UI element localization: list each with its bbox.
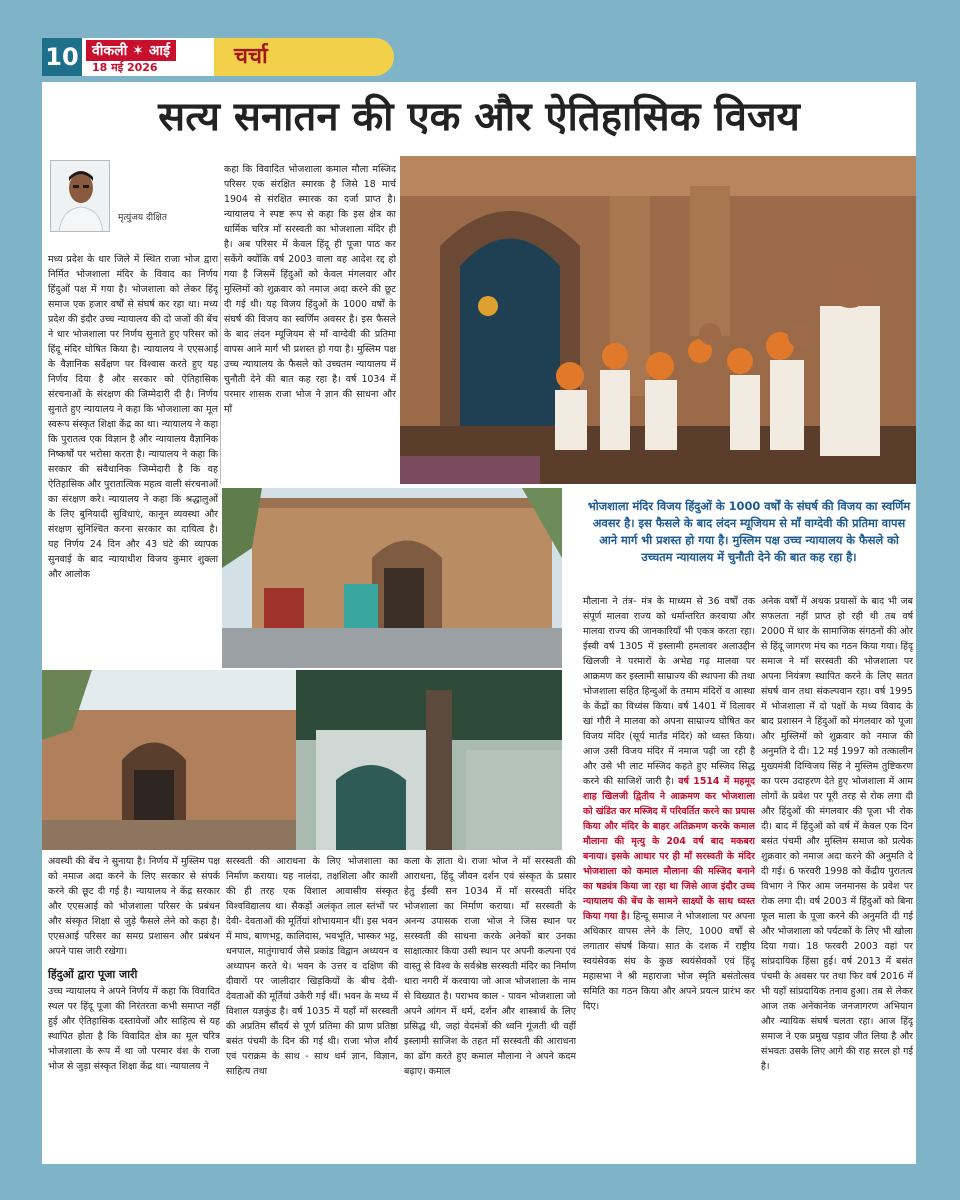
headline: सत्य सनातन की एक और ऐतिहासिक विजय xyxy=(158,93,800,140)
article-column-2 xyxy=(224,162,396,488)
devotees-celebration-photo xyxy=(400,156,916,484)
author-byline: मृत्युंजय दीक्षित xyxy=(118,213,167,223)
article-column-1 xyxy=(48,252,218,672)
photo-caption: भोजशाला मंदिर विजय हिंदुओं के 1000 वर्षों के संघर्ष की विजय का स्वर्णिम अवसर है। इस फैसले के बाद लंदन म्यूजियम से माँ वाग्देवी की प्रतिमा वापस आने मार्ग भी प्रशस्त हो गया है। मुस्लिम पक्ष उच्च न्यायालय के फैसले को उच्चतम न्यायालय में चुनौती देने की बात कह रहा है। xyxy=(587,499,911,564)
article-column-6-text-b: हिन्दू समाज ने भोजशाला पर अपना अधिकार वापस लेने के लिए, 1000 वर्षों से लगातार संघर्ष किया। सात के दशक में राष्ट्रीय स्वयंसेवक संघ के कुछ स्वयंसेवकों एवं हिंदू महासभा ने श्री महाराजा भोज स्मृति बसंतोत्सव समिति का गठन किया और अपने प्रयत्न प्रारंभ कर दिए। xyxy=(583,911,755,1012)
article-column-7-text: अनेक वर्षों में अथक प्रयासों के बाद भी जब सफलता नहीं प्राप्त हो रही थी तब वर्ष 2000 में धार के सामाजिक संगठनों की ओर से हिंदू जागरण मंच का गठन किया गया। हिंदू समाज ने माँ सरस्वती की भोजशाला पर अपना नियंत्रण स्थापित करने के लिए सतत संघर्ष वान तथा संकल्पवान रहा। वर्ष 1995 में भोजशाला में दो पक्षों के मध्य विवाद के बाद प्रशासन ने हिंदुओं को मंगलवार को पूजा और मुस्लिमों को शुक्रवार को नमाज की अनुमति दे दी। 12 मई 1997 को तत्कालीन मुख्यमंत्री दिग्विजय सिंह ने मुस्लिम तुष्टिकरण का परम उदाहरण देते हुए भोजशाला में आम लोगों के प्रवेश पर पूरी तरह से रोक लगा दी और हिंदुओं की मंगलवार की पूजा भी रोक दी। बाद में हिंदुओं को वर्ष में केवल एक दिन बसंत पंचमी और मुस्लिम समाज को प्रत्येक शुक्रवार को नमाज अदा करने की अनुमति दे दी गई। 6 फरवरी 1998 को केंद्रीय पुरातत्व विभाग ने फिर आम जनमानस के प्रवेश पर रोक लगा दी। वर्ष 2003 में हिंदुओं को बिना फूल माला के पूजा करने की अनुमति दी गई और भोजशाला को पर्यटकों के लिए भी खोला दिया गया। 18 फरवरी 2003 वहां पर सांप्रदायिक हिंसा हुई। वर्ष 2013 में बसंत पंचमी के अवसर पर तथा फिर वर्ष 2016 में भी यहाँ सांप्रदायिक तनाव हुआ। तब से लेकर आज तक अनेकानेक जनजागरण अभियान और न्यायिक संघर्ष चलता रहा। आज हिंदू समाज ने एक प्रमुख पड़ाव जीत लिया है और संभवतः उसके लिए आगे की राह सरल हो गई है। xyxy=(761,596,913,1072)
article-column-3b xyxy=(48,984,220,1158)
article-column-2-text: कहा कि विवादित भोजशाला कमाल मौला मस्जिद परिसर एक संरक्षित स्मारक है जिसे 18 मार्च 1904 से संरक्षित स्मारक का दर्जा प्राप्त है। न्यायालय ने स्पष्ट रूप से कहा कि इस क्षेत्र का धार्मिक चरित्र माँ सरस्वती का भोजशाला मंदिर ही है। अब परिसर में केवल हिंदू ही पूजा पाठ कर सकेंगे क्योंकि वर्ष 2003 वाला वह आदेश रद्द हो गया है जिसमें हिंदुओं को केवल मंगलवार और मुस्लिमों को शुक्रवार को नमाज अदा करने की छूट दी गई थी। यह विजय हिंदुओं के 1000 वर्षों के संघर्ष की विजय का स्वर्णिम अवसर है। इस फैसले के बाद लंदन म्यूजियम से माँ वाग्देवी की प्रतिमा वापस आने मार्ग भी प्रशस्त हो गया है। मुस्लिम पक्ष उच्च न्यायालय के फैसले को उच्चतम न्यायालय में चुनौती देने की बात कह रहा है। वर्ष 1034 में परमार शासक राजा भोज ने ज्ञान की साधना और माँ xyxy=(224,164,396,415)
masthead xyxy=(42,38,394,76)
subheading-pooja: हिंदुओं द्वारा पूजा जारी xyxy=(48,968,138,981)
article-column-5-text: कला के ज्ञाता थे। राजा भोज ने माँ सरस्वती की आराधना, हिंदू जीवन दर्शन एवं संस्कृत के प्रसार हेतु ईस्वी सन 1034 में माँ सरस्वती मंदिर भोजशाला का निर्माण कराया। माँ सरस्वती के अनन्य उपासक राजा भोज ने जिस स्थान पर सरस्वती की साधना करके अनेकों बार उनका साक्षात्कार किया उसी स्थान पर अपनी कल्पना एवं वास्तु से विश्व के सर्वश्रेष्ठ सरस्वती मंदिर का निर्माण धारा नगरी में करवाया जो आज भोजशाला के नाम से विख्यात है। पराभव काल - पावन भोजशाला जो अपने आंगन में धर्म, दर्शन और शास्त्रार्थ के लिए प्रसिद्ध थी, जहां वेदमंत्रों की ध्वनि गूंजती थी वहीं इस्लामी साजिश के तहत माँ सरस्वती की आराधना का ढोंग करते हुए कमाल मौलाना ने अपने कदम बढ़ाए। कमाल xyxy=(404,856,576,1077)
article-column-6 xyxy=(583,594,755,1158)
temple-interior-image xyxy=(400,156,916,484)
article-column-6-text-a: मौलाना ने तंत्र- मंत्र के माध्यम से 36 वर्षों तक संपूर्ण मालवा राज्य को धर्मान्तरित करवाया और मालवा राज्य की जानकारियाँ भी एकत्र करता रहा। ईस्वी वर्ष 1305 में इस्लामी हमलावर अलाउद्दीन खिलजी ने परमारों के अभेद्य गढ़ मालवा पर आक्रमण कर इस्लामी साम्राज्य की स्थापना की तथा भोजशाला सहित हिन्दुओं के तमाम मंदिरों व आस्था के केंद्रों का विध्वंस किया। वर्ष 1401 में दिलावर खां गौरी ने मालवा को अपना साम्राज्य घोषित कर विजय मंदिर (सूर्य मार्तंड मंदिर) को ध्वस्त किया। आज उसी विजय मंदिर में नमाज पढ़ी जा रही है और उसे भी लाट मस्जिद कहते हुए मस्जिद सिद्ध करने की साजिशें जारी है। xyxy=(583,596,755,787)
issue-date: 18 मई 2026 xyxy=(92,61,158,74)
monument-facade-image xyxy=(222,488,562,668)
ruins-photo-left xyxy=(42,670,296,850)
tree-and-wall-image xyxy=(296,670,562,850)
article-column-3 xyxy=(48,854,220,964)
section-label: चर्चा xyxy=(214,38,394,76)
article-column-5 xyxy=(404,854,576,1158)
brand-box xyxy=(82,38,214,76)
bhojshala-exterior-photo xyxy=(222,488,562,668)
column-divider xyxy=(220,252,221,484)
article-column-6-highlight: वर्ष 1514 में महमूद शाह खिलजी द्वितीय ने आक्रमण कर भोजशाला को खंडित कर मस्जिद में परिवर्तित करने का प्रयास किया और मंदिर के बाहर अतिक्रमण करके कमाल मौलाना की मृत्यु के 204 वर्ष बाद मकबरा बनाया। इसके आधार पर ही माँ सरस्वती के मंदिर भोजशाला को कमाल मौलाना की मस्जिद बनाने का षड्यंत्र किया जा रहा था जिसे आज इंदौर उच्च न्यायालय की बेंच के सामने साक्ष्यों के साथ ध्वस्त किया गया है। xyxy=(583,776,755,922)
page-number: 10 xyxy=(42,38,82,76)
article-column-3-text: अवस्थी की बेंच ने सुनाया है। निर्णय में मुस्लिम पक्ष को नमाज अदा करने के लिए सरकार से संपर्क करने की छूट दी गई है। न्यायालय ने केंद्र सरकार और एएसआई को भोजशाला परिसर के प्रबंधन और संस्कृत शिक्षा से जुड़े फैसले लेने को कहा है। एएसआई परिसर का समग्र प्रशासन और प्रबंधन अपने पास जारी रखेगा। xyxy=(48,856,220,957)
article-column-4-text: सरस्वती की आराधना के लिए भोजशाला का निर्माण कराया। यह नालंदा, तक्षशिला और काशी की ही तरह एक विशाल आवासीय संस्कृत विश्वविद्यालय था। सैकड़ों अलंकृत लाल स्तंभों पर देवी- देवताओं की मूर्तियां शोभायमान थीं। इस भवन में माघ, बाणभट्ट, कालिदास, भवभूति, भास्कर भट्ट, धनपाल, मातुंगाचार्य जैसे प्रकांड विद्वान अध्ययन व अध्यापन करते थे। भवन के उत्तर व दक्षिण की दीवारों पर जालीदार खिड़कियों के बीच देवी- देवताओं की मूर्तियां उकेरी गई थीं। भवन के मध्य में विशाल यज्ञकुंड है। वर्ष 1035 में यहाँ माँ सरस्वती की अप्रतिम सौंदर्य से पूर्ण प्रतिमा की प्राण प्रतिष्ठा बसंत पंचमी के दिन की गई थी। राजा भोज शौर्य एवं पराक्रम के साथ - साथ धर्म ज्ञान, विज्ञान, साहित्य तथा xyxy=(226,856,398,1077)
article-column-4 xyxy=(226,854,398,1158)
author-photo xyxy=(50,160,110,232)
newspaper-page xyxy=(42,82,916,1164)
author-portrait-icon xyxy=(51,161,110,232)
brand-logo: वीकली ✶ आई xyxy=(86,40,176,61)
article-column-1-text: मध्य प्रदेश के धार जिले में स्थित राजा भोज द्वारा निर्मित भोजशाला मंदिर के विवाद का निर्णय हिंदुओं पक्ष में गया है। भोजशाला को लेकर हिंदू समाज एक हजार वर्षों से संघर्ष कर रहा था। मध्य प्रदेश की इंदौर उच्च न्यायालय की दो जजों की बेंच ने धार भोजशाला पर निर्णय सुनाते हुए परिसर को हिंदू मंदिर घोषित किया है। न्यायालय ने एएसआई के वैज्ञानिक सर्वेक्षण पर विश्वास करते हुए यह निर्णय दिया है और सरकार को ऐतिहासिक संरचनाओं के संरक्षण की जिम्मेदारी दी है। निर्णय सुनाते हुए न्यायालय ने कहा कि भोजशाला का मूल स्वरूप संस्कृत शिक्षा केंद्र का था। न्यायालय ने कहा कि पुरातत्व एक विज्ञान है और न्यायालय वैज्ञानिक निष्कर्षों पर भरोसा करता है। न्यायालय ने कहा कि सरकार की संवैधानिक जिम्मेदारी है कि वह ऐतिहासिक और पुरातात्विक महत्व वाली संरचनाओं का संरक्षण करे। न्यायालय ने कहा कि श्रद्धालुओं के लिए बुनियादी सुविधाएं, कानून व्यवस्था और संरक्षण सुनिश्चित करना सरकार का दायित्व है। यह निर्णय 24 दिन और 43 घंटे की व्यापक सुनवाई के बाद न्यायाधीश विजय कुमार शुक्ला और आलोक xyxy=(48,254,218,580)
ruins-archway-image xyxy=(42,670,296,850)
article-column-3b-text: उच्च न्यायालय ने अपने निर्णय में कहा कि विवादित स्थल पर हिंदू पूजा की निरंतरता कभी समाप्त नहीं हुई और ऐतिहासिक दस्तावेजों और साहित्य से यह स्थापित होता है कि विवादित क्षेत्र का मूल चरित्र भोजशाला के रूप में था जो परमार वंश के राजा भोज से जुड़ा संस्कृत शिक्षा केंद्र था। न्यायालय ने xyxy=(48,986,220,1072)
ruins-photo-right xyxy=(296,670,562,850)
article-column-7 xyxy=(761,594,913,1158)
